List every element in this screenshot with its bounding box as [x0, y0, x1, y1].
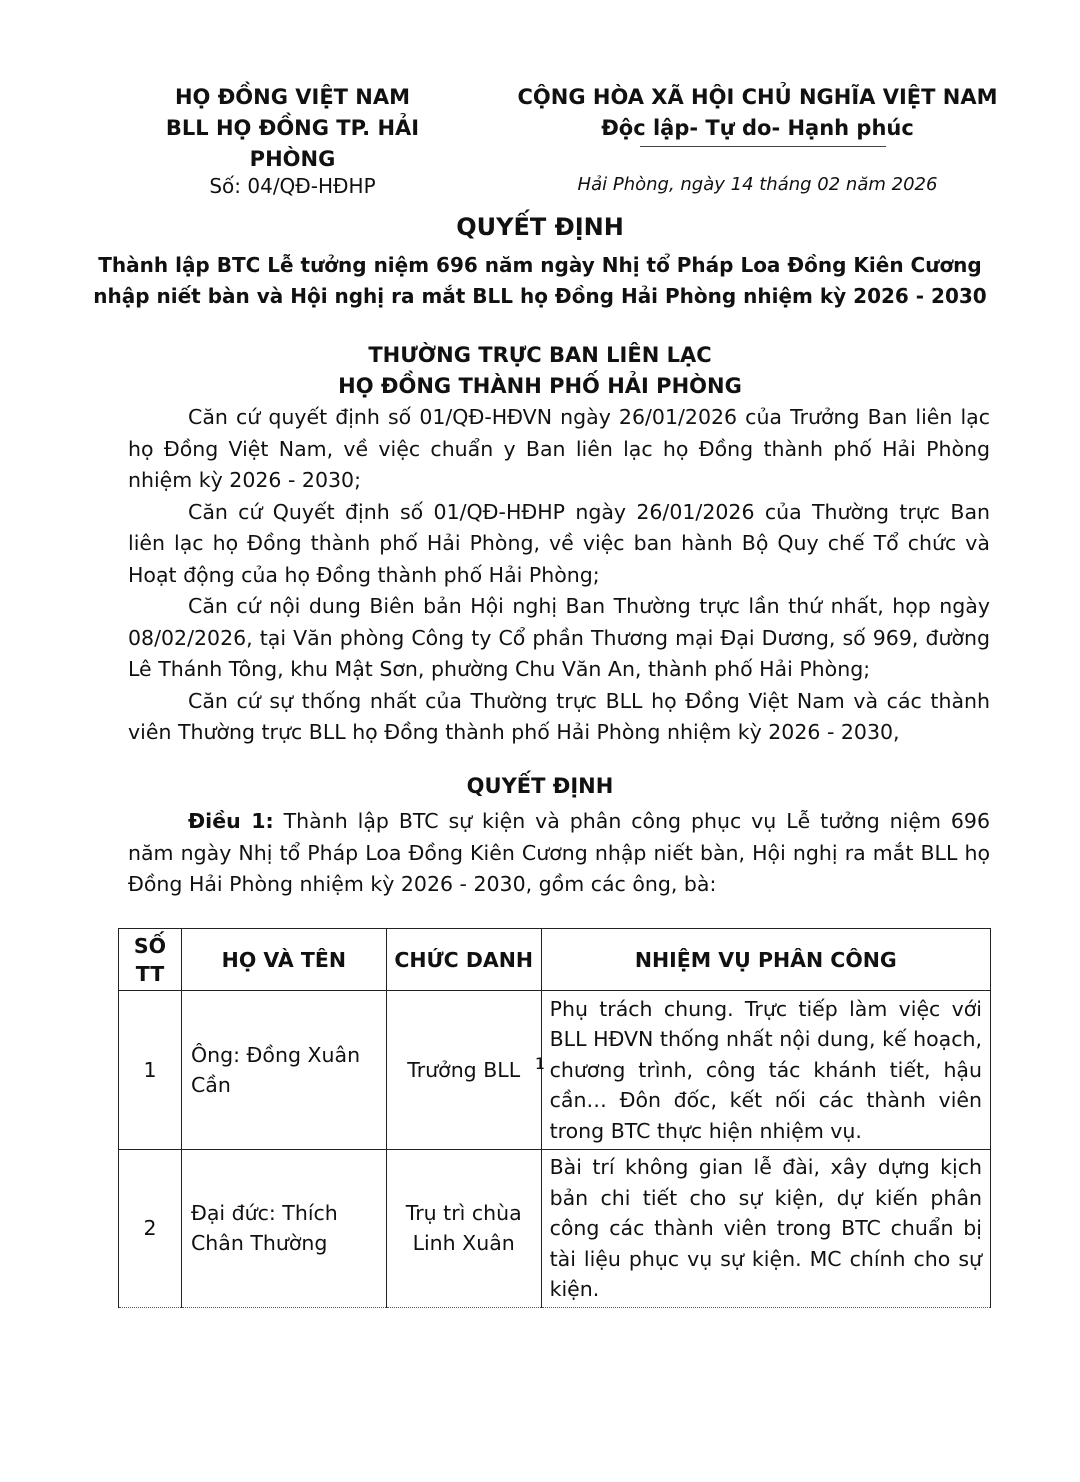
subtitle-line-1: Thành lập BTC Lễ tưởng niệm 696 năm ngày Nhị tổ Pháp Loa Đồng Kiên Cương: [98, 253, 982, 277]
basis-paragraph: Căn cứ quyết định số 01/QĐ-HĐVN ngày 26/01/2026 của Trưởng Ban liên lạc họ Đồng Việt Nam, về việc chuẩn y Ban liên lạc họ Đồng thành phố Hải Phòng nhiệm kỳ 2026 - 2030;: [128, 405, 990, 492]
row-duty: Phụ trách chung. Trực tiếp làm việc với BLL HĐVN thống nhất nội dung, kế hoạch, chương trình, công tác khánh tiết, hậu cần… Đôn đốc, kết nối các thành viên trong BTC thực hiện nhiệm vụ.: [541, 991, 990, 1150]
header-name: HỌ VÀ TÊN: [181, 929, 386, 991]
name-line-1: Ông: Đồng Xuân: [190, 1042, 361, 1067]
document-subtitle: [90, 250, 990, 312]
row-stt: 2: [119, 1150, 182, 1308]
issuing-organization: [120, 82, 465, 175]
table-header-row: [119, 929, 991, 991]
table-row: [119, 1150, 991, 1308]
row-position: [386, 1150, 541, 1308]
org-line-1: HỌ ĐỒNG VIỆT NAM: [174, 85, 411, 109]
position-line-2: Linh Xuân: [412, 1231, 515, 1256]
row-duty: Bài trí không gian lễ đài, xây dựng kịch bản chi tiết cho sự kiện, dự kiến phân công các thành viên trong BTC chuẩn bị tài liệu phục vụ sự kiện. MC chính cho sự kiện.: [541, 1150, 990, 1308]
issuing-body-line-1: THƯỜNG TRỰC BAN LIÊN LẠC: [368, 343, 712, 367]
basis-paragraph: Căn cứ Quyết định số 01/QĐ-HĐHP ngày 26/01/2026 của Thường trực Ban liên lạc họ Đồng thành phố Hải Phòng, về việc ban hành Bộ Quy chế Tổ chức và Hoạt động của họ Đồng thành phố Hải Phòng;: [128, 499, 990, 587]
document-number: Số: 04/QĐ-HĐHP: [209, 174, 376, 198]
document-title: QUYẾT ĐỊNH: [456, 213, 624, 241]
header-position: CHỨC DANH: [386, 929, 541, 991]
national-motto: Độc lập- Tự do- Hạnh phúc: [601, 116, 914, 140]
issuing-body-line-2: HỌ ĐỒNG THÀNH PHỐ HẢI PHÒNG: [338, 374, 742, 398]
national-name: CỘNG HÒA XÃ HỘI CHỦ NGHĨA VIỆT NAM: [517, 85, 998, 109]
assignment-table: [118, 928, 991, 1308]
basis-paragraph: Căn cứ nội dung Biên bản Hội nghị Ban Thường trực lần thứ nhất, họp ngày 08/02/2026, tại Văn phòng Công ty Cổ phần Thương mại Đại Dương, số 969, đường Lê Thánh Tông, khu Mật Sơn, phường Chu Văn An, thành phố Hải Phòng;: [128, 594, 990, 681]
row-stt: 1: [119, 991, 182, 1150]
legal-basis: [128, 402, 990, 749]
header-duty: NHIỆM VỤ PHÂN CÔNG: [541, 929, 990, 991]
position-line-1: Trưởng BLL: [407, 1057, 521, 1082]
article-1-label: Điều 1:: [188, 809, 274, 833]
issuing-body: [90, 340, 990, 402]
subtitle-line-2: nhập niết bàn và Hội nghị ra mắt BLL họ Đồng Hải Phòng nhiệm kỳ 2026 - 2030: [93, 284, 987, 308]
article-1: [128, 806, 990, 901]
page-number: 1: [534, 1054, 546, 1073]
header-stt-line-2: TT: [135, 961, 165, 986]
decision-heading: QUYẾT ĐỊNH: [466, 774, 614, 798]
name-line-2: Chân Thường: [190, 1231, 328, 1256]
motto-underline: [640, 146, 886, 147]
name-line-2: Cần: [190, 1073, 231, 1097]
header-stt: [119, 929, 182, 991]
article-1-text: Thành lập BTC sự kiện và phân công phục vụ Lễ tưởng niệm 696 năm ngày Nhị tổ Pháp Loa Đồng Kiên Cương nhập niết bàn, Hội nghị ra mắt BLL họ Đồng Hải Phòng nhiệm kỳ 2026 - 2030, gồm các ông, bà:: [128, 809, 990, 896]
header-stt-line-1: SỐ: [133, 933, 167, 958]
org-line-2: BLL HỌ ĐỒNG TP. HẢI PHÒNG: [165, 116, 420, 171]
position-line-1: Trụ trì chùa: [405, 1200, 522, 1225]
document-date: Hải Phòng, ngày 14 tháng 02 năm 2026: [577, 174, 938, 195]
basis-paragraph: Căn cứ sự thống nhất của Thường trực BLL họ Đồng Việt Nam và các thành viên Thường trực BLL họ Đồng thành phố Hải Phòng nhiệm kỳ 2026 - 2030,: [128, 688, 990, 744]
national-heading: [515, 82, 1000, 144]
row-name: [181, 1150, 386, 1308]
name-line-1: Đại đức: Thích: [190, 1200, 338, 1225]
